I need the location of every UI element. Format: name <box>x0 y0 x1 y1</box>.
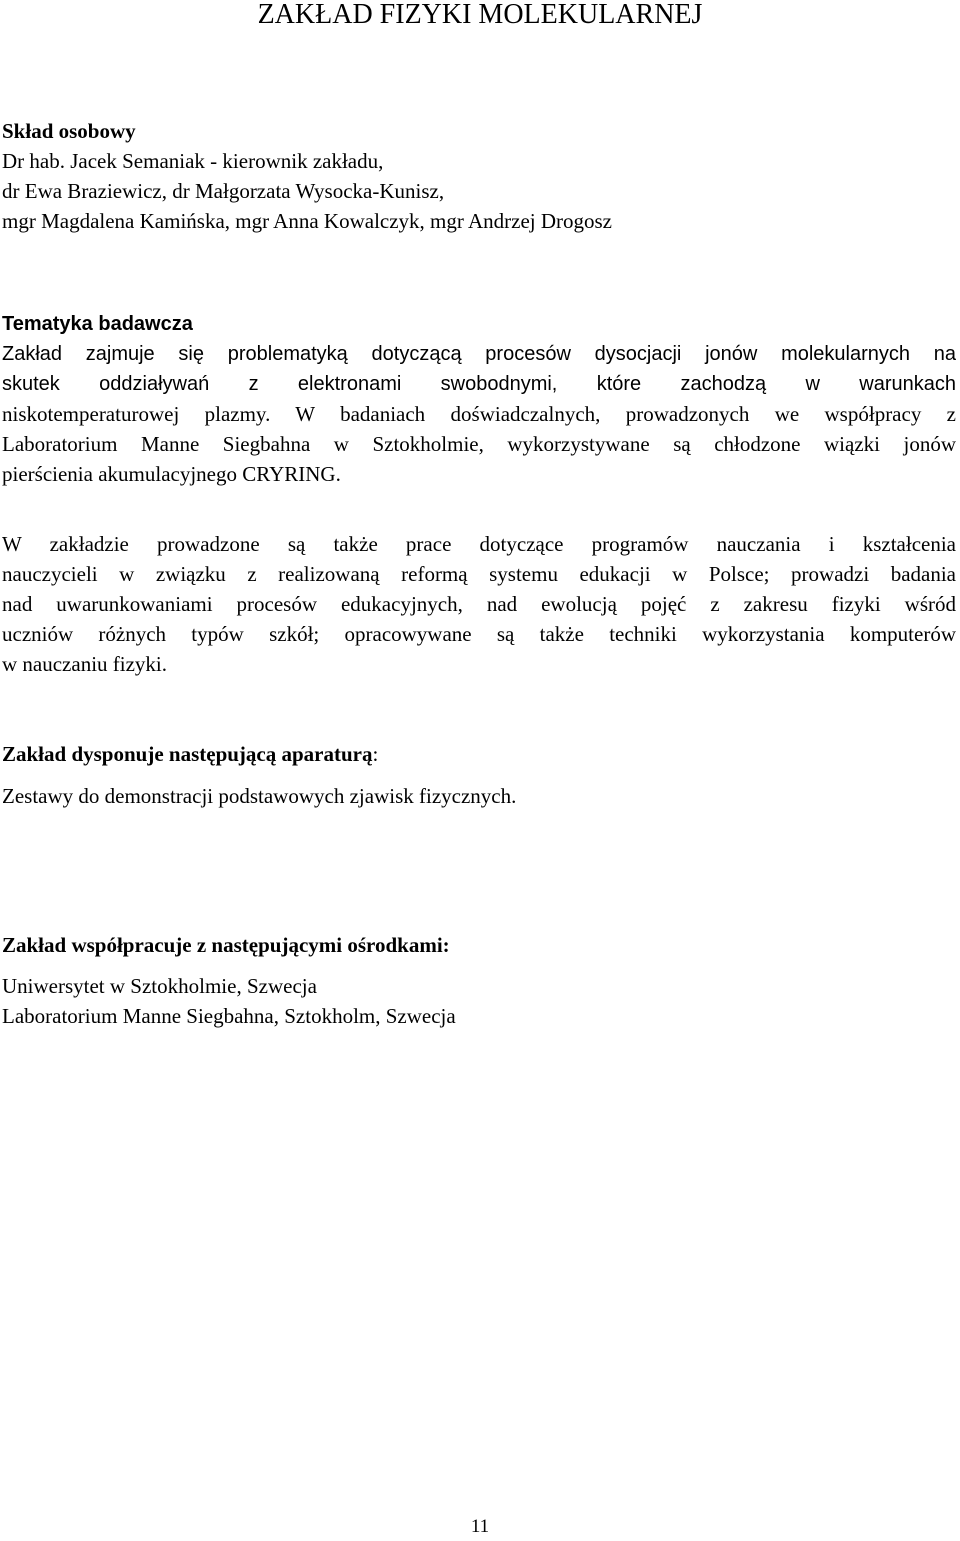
staff-line: Dr hab. Jacek Semaniak - kierownik zakładu, <box>2 149 384 173</box>
research-heading: Tematyka badawcza <box>2 313 193 335</box>
research-line: skutek oddziaływań z elektronami swobodnymi, które zachodzą w warunkach <box>2 373 956 395</box>
page-title: ZAKŁAD FIZYKI MOLEKULARNEJ <box>257 0 703 30</box>
research-line: Zakład zajmuje się problematyką dotyczącą procesów dysocjacji jonów molekularnych na <box>2 343 956 365</box>
cooperation-line: Uniwersytet w Sztokholmie, Szwecja <box>2 974 317 998</box>
education-line: nauczycieli w związku z realizowaną reformą systemu edukacji w Polsce; prowadzi badania <box>2 562 956 586</box>
page-number: 11 <box>470 1516 490 1537</box>
staff-heading: Skład osobowy <box>2 119 136 143</box>
education-paragraph <box>2 529 956 679</box>
education-line: nad uwarunkowaniami procesów edukacyjnych, nad ewolucją pojęć z zakresu fizyki wśród <box>2 592 956 616</box>
education-line: w nauczaniu fizyki. <box>2 652 168 676</box>
research-line: pierścienia akumulacyjnego CRYRING. <box>2 462 341 486</box>
research-section <box>2 309 956 489</box>
cooperation-line: Laboratorium Manne Siegbahna, Sztokholm, Szwecja <box>2 1004 456 1028</box>
cooperation-section <box>2 930 956 1031</box>
staff-line: dr Ewa Braziewicz, dr Małgorzata Wysocka-Kunisz, <box>2 179 445 203</box>
equipment-text: Zestawy do demonstracji podstawowych zjawisk fizycznych. <box>2 784 517 808</box>
research-line: Laboratorium Manne Siegbahna w Sztokholmie, wykorzystywane są chłodzone wiązki jonów <box>2 432 956 456</box>
equipment-heading-colon: : <box>372 742 379 766</box>
staff-line: mgr Magdalena Kamińska, mgr Anna Kowalczyk, mgr Andrzej Drogosz <box>2 209 613 233</box>
equipment-section <box>2 739 956 811</box>
education-line: W zakładzie prowadzone są także prace dotyczące programów nauczania i kształcenia <box>2 532 956 556</box>
equipment-heading-row <box>2 739 956 769</box>
staff-section <box>2 116 956 236</box>
equipment-heading: Zakład dysponuje następującą aparaturą <box>2 742 373 766</box>
cooperation-heading: Zakład współpracuje z następującymi ośrodkami: <box>2 933 450 957</box>
research-line: niskotemperaturowej plazmy. W badaniach doświadczalnych, prowadzonych we współpracy z <box>2 402 956 426</box>
education-line: uczniów różnych typów szkół; opracowywane są także techniki wykorzystania komputerów <box>2 622 956 646</box>
